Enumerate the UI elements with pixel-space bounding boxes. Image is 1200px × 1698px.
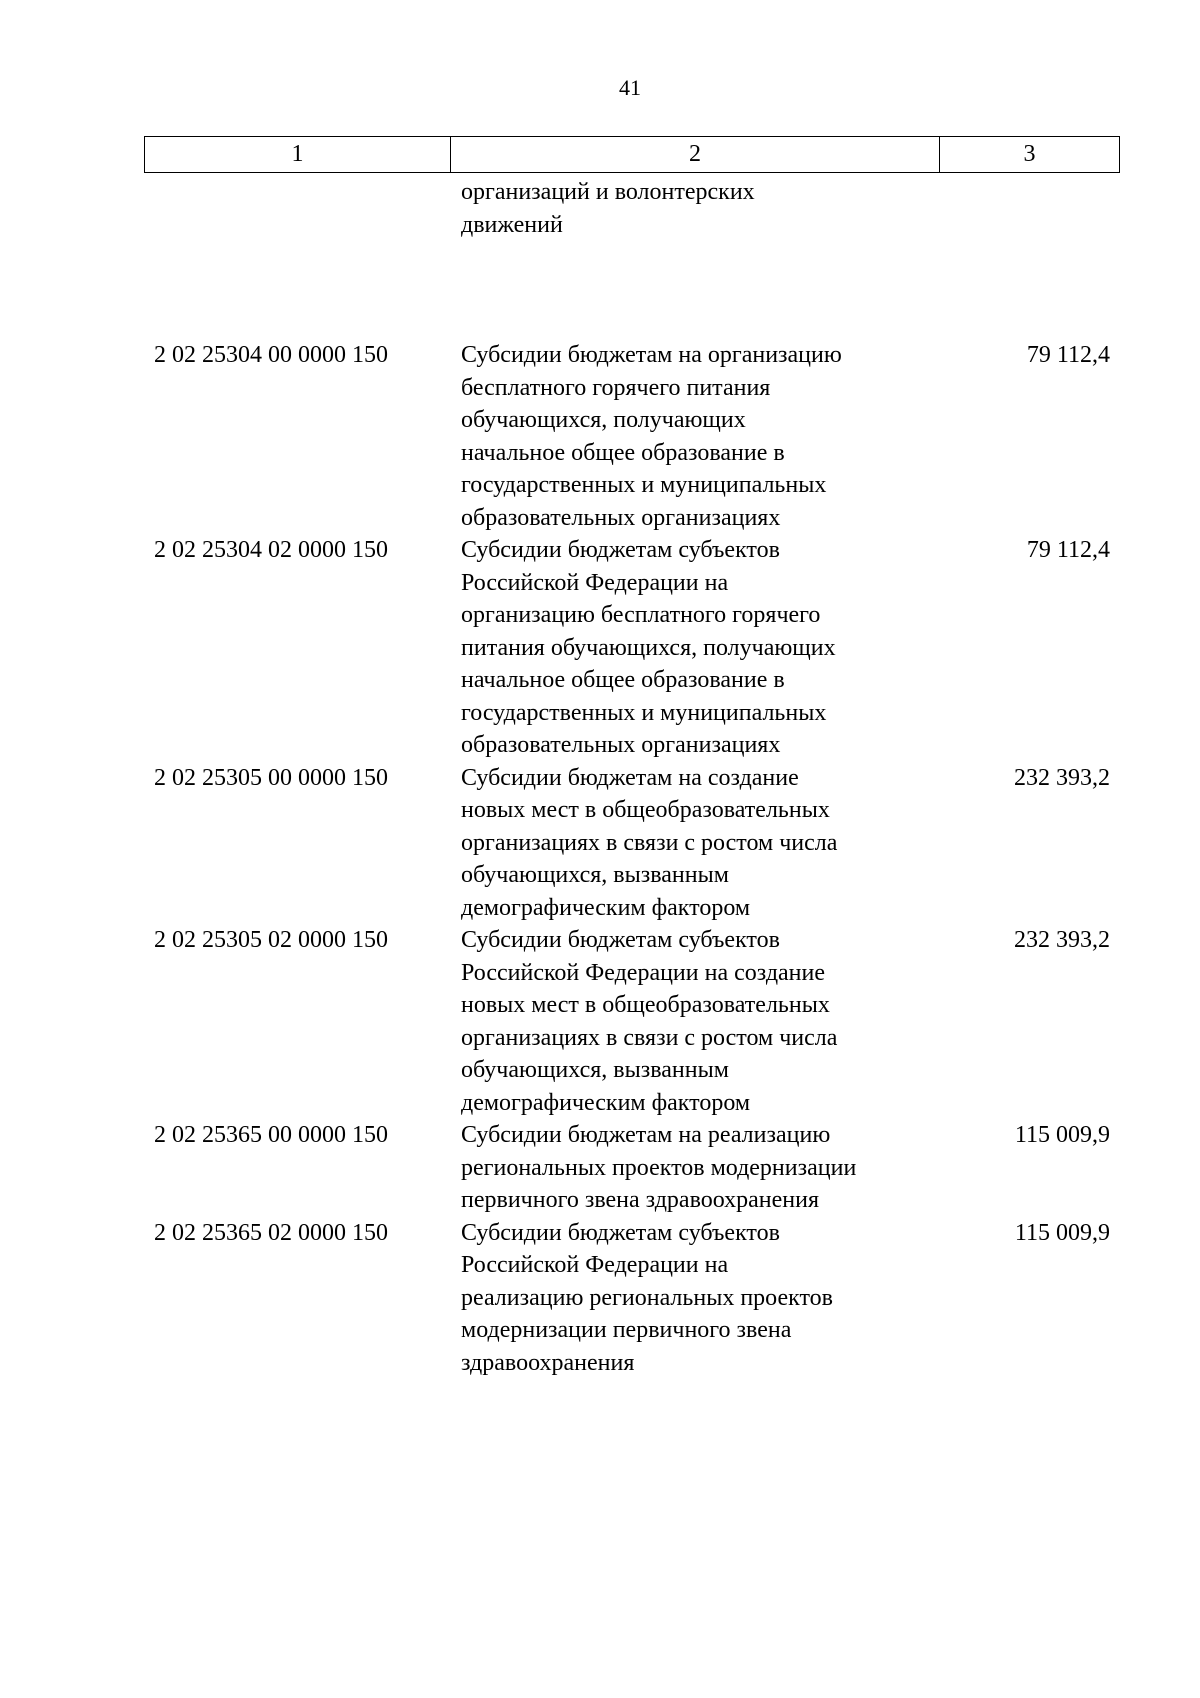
continuation-row: [144, 176, 1120, 241]
revenue-code: 2 02 25305 00 0000 150: [154, 764, 388, 791]
table-row: [144, 762, 1120, 925]
revenue-amount: 115 009,9: [1014, 1219, 1110, 1246]
revenue-code: 2 02 25305 02 0000 150: [154, 927, 388, 953]
revenue-code: 2 02 25304 00 0000 150: [154, 342, 388, 368]
column-header-table: [144, 136, 1120, 173]
revenue-name: Субсидии бюджетам субъектов Российской Федерации на организацию бесплатного горячего питания обучающихся, получающих начальное общее образование в государственных и муниципальных образовательных организациях: [461, 537, 836, 758]
revenue-amount: 232 393,2: [1014, 927, 1110, 953]
revenue-name: Субсидии бюджетам на организацию бесплатного горячего питания обучающихся, получающих начальное общее образование в государственных и муниципальных образовательных организациях: [461, 342, 842, 531]
revenue-amount: 79 112,4: [1026, 342, 1110, 368]
revenue-name: Субсидии бюджетам на создание новых мест в общеобразовательных организациях в связи с ростом числа обучающихся, вызванным демографическим фактором: [461, 764, 838, 921]
page-number: 41: [619, 75, 641, 100]
budget-table-body: [144, 176, 1120, 1379]
continuation-code: [144, 176, 449, 241]
column-header-1: 1: [145, 137, 451, 173]
revenue-name: Субсидии бюджетам на реализацию региональных проектов модернизации первичного звена здравоохранения: [461, 1122, 857, 1213]
revenue-name: Субсидии бюджетам субъектов Российской Федерации на реализацию региональных проектов модернизации первичного звена здравоохранения: [461, 1219, 833, 1376]
revenue-code: 2 02 25365 02 0000 150: [154, 1219, 388, 1246]
column-header-row: [145, 137, 1120, 173]
table-row: [144, 924, 1120, 1119]
revenue-code: 2 02 25304 02 0000 150: [154, 537, 388, 563]
revenue-amount: 79 112,4: [1026, 537, 1110, 563]
revenue-name: Субсидии бюджетам субъектов Российской Федерации на создание новых мест в общеобразовательных организациях в связи с ростом числа обучающихся, вызванным демографическим фактором: [461, 927, 838, 1116]
column-header-3: 3: [940, 137, 1120, 173]
table-row: [144, 534, 1120, 762]
revenue-amount: 115 009,9: [1014, 1122, 1110, 1148]
continuation-text: организаций и волонтерских движений: [461, 179, 755, 238]
continuation-amount: [937, 176, 1120, 241]
row-spacer: [144, 241, 1120, 339]
table-row: [144, 339, 1120, 534]
table-row: [144, 1217, 1120, 1380]
table-row: [144, 1119, 1120, 1217]
revenue-code: 2 02 25365 00 0000 150: [154, 1122, 388, 1148]
revenue-amount: 232 393,2: [1014, 764, 1110, 791]
column-header-2: 2: [451, 137, 940, 173]
